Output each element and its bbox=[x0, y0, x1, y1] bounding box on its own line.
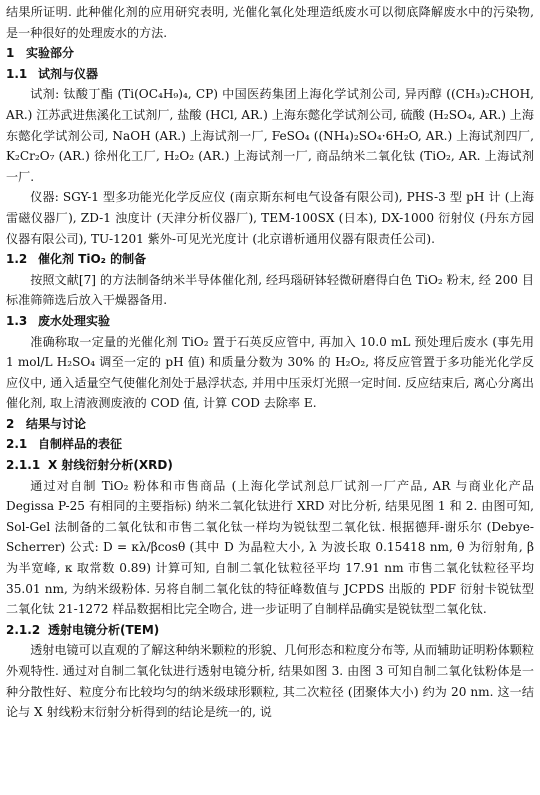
preparation-paragraph: 按照文献[7] 的方法制备纳米半导体催化剂, 经玛瑙研钵轻微研磨得白色 TiO₂ 粉末, 经 200 目标准筛筛选后放入干燥器备用. bbox=[6, 272, 534, 308]
treatment-paragraph: 准确称取一定量的光催化剂 TiO₂ 置于石英反应管中, 再加入 10.0 mL 预处理后废水 (事先用 1 mol/L H₂SO₄ 调至一定的 pH 值) 和质量分数为 30% 的 H₂O₂, 将反应管置于多功能光化学反应仪中, 通入适量空气使催化剂处于悬浮状态, 并用中压汞灯光照一定时间. 反应结束后, 离心分离出催化剂, 取上清液测废液的 COD 值, 计算 COD 去除率 E. bbox=[6, 334, 534, 411]
intro-paragraph: 结果所证明. 此种催化剂的应用研究表明, 光催化氧化处理造纸废水可以彻底降解废水中的污染物, 是一种很好的处理废水的方法. bbox=[6, 5, 534, 40]
reagents-paragraph: 试剂: 钛酸丁酯 (Ti(OC₄H₉)₄, CP) 中国医药集团上海化学试剂公司, 异丙醇 ((CH₃)₂CHOH, AR.) 江苏武进焦溪化工试剂厂, 盐酸 (HCl, AR.) 上海东懿化学试剂公司, 硫酸 (H₂SO₄, AR.) 上海东懿化学试剂公司, NaOH (AR.) 上海试剂一厂, FeSO₄ ((NH₄)₂SO₄·6H₂O, AR.) 上海试剂四厂, K₂Cr₂O₇ (AR.) 徐州化工厂, H₂O₂ (AR.) 上海试剂一厂, 商品纳米二氧化钛 (TiO₂, AR. 上海试剂一厂. bbox=[6, 87, 534, 184]
section-title: 结果与讨论 bbox=[26, 416, 87, 431]
section-number: 2.1.2 bbox=[6, 622, 41, 637]
section-1-heading bbox=[6, 43, 534, 64]
section-title: 废水处理实验 bbox=[38, 313, 111, 328]
tem-paragraph: 透射电镜可以直观的了解这种纳米颗粒的形貌、几何形态和粒度分布等, 从而辅助证明粉体颗粒外观特性. 通过对自制二氧化钛进行透射电镜分析, 结果如图 3. 由图 3 可知自制二氧化钛粉体是一种分散性好、粒度分布比较均匀的纳米级球形颗粒, 其二次粒径 (团聚体大小) 约为 20 nm. 这一结论与 X 射线粉末衍射分析得到的结论是统一的, 说 bbox=[6, 643, 534, 720]
section-title: 自制样品的表征 bbox=[38, 437, 123, 452]
section-1-2-heading bbox=[6, 249, 534, 270]
section-number: 1 bbox=[6, 46, 15, 61]
section-number: 2.1.1 bbox=[6, 458, 41, 473]
section-number: 1.3 bbox=[6, 313, 28, 328]
section-1-3-heading bbox=[6, 311, 534, 332]
section-1-1-heading bbox=[6, 64, 534, 85]
section-title: 透射电镜分析(TEM) bbox=[48, 622, 160, 637]
section-title: X 射线衍射分析(XRD) bbox=[48, 458, 173, 473]
instruments-paragraph: 仪器: SGY-1 型多功能光化学反应仪 (南京斯东柯电气设备有限公司), PHS-3 型 pH 计 (上海雷磁仪器厂), ZD-1 浊度计 (天津分析仪器厂), TEM-100SX (日本), DX-1000 衍射仪 (丹东方园仪器有限公司), TU-1201 紫外-可见光光度计 (北京谱析通用仪器有限责任公司). bbox=[6, 190, 534, 246]
section-title: 实验部分 bbox=[26, 46, 75, 61]
section-number: 1.1 bbox=[6, 66, 28, 81]
section-2-1-heading bbox=[6, 434, 534, 455]
section-title: 试剂与仪器 bbox=[38, 66, 99, 81]
section-number: 1.2 bbox=[6, 252, 28, 267]
section-number: 2 bbox=[6, 416, 15, 431]
section-number: 2.1 bbox=[6, 437, 28, 452]
section-2-heading bbox=[6, 414, 534, 435]
xrd-paragraph: 通过对自制 TiO₂ 粉体和市售商品 (上海化学试剂总厂试剂一厂产品, AR 与商业化产品 Degissa P-25 有相同的主要指标) 纳米二氧化钛进行 XRD 对比分析, 结果见图 1 和 2. 由图可知, Sol-Gel 法制备的二氧化钛和市售二氧化钛一样均为锐钛型二氧化钛. 根据德拜-谢乐尔 (Debye-Scherrer) 公式: D = κλ/βcosθ (其中 D 为晶粒大小, λ 为波长取 0.15418 nm, θ 为衍射角, β 为半宽峰, κ 取常数 0.89) 计算可知, 自制二氧化钛粒径平均 17.91 nm 市售二氧化钛粒径平均 35.01 nm, 为纳米级粉体. 另将自制二氧化钛的特征峰数值与 JCPDS 出版的 PDF 衍射卡锐钛型二氧化钛 21-1272 样品数据相比完全吻合, 进一步证明了自制样品确实是锐钛型二氧化钛. bbox=[6, 478, 534, 617]
section-2-1-1-heading bbox=[6, 455, 534, 476]
section-title: 催化剂 TiO₂ 的制备 bbox=[38, 252, 147, 267]
section-2-1-2-heading bbox=[6, 620, 534, 641]
